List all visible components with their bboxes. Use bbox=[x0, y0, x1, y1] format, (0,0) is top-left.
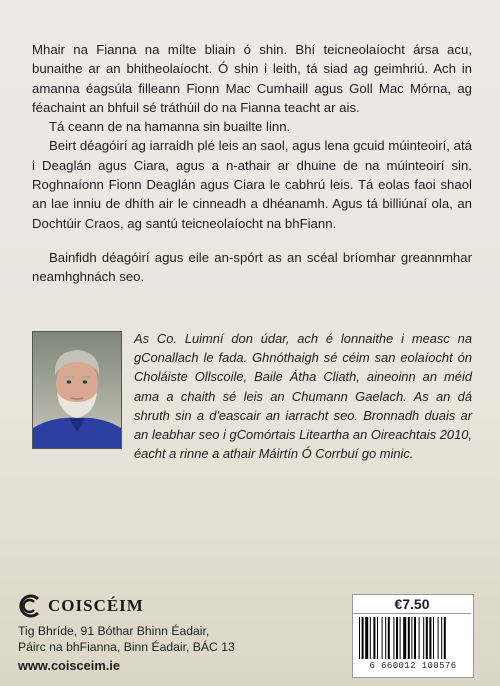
barcode bbox=[359, 617, 467, 659]
barcode-bar bbox=[377, 617, 378, 659]
barcode-bar bbox=[373, 617, 375, 659]
barcode-bar bbox=[423, 617, 424, 659]
publisher-address bbox=[18, 624, 298, 655]
barcode-bar bbox=[382, 617, 383, 659]
barcode-bar bbox=[426, 617, 428, 659]
barcode-bar bbox=[438, 617, 439, 659]
barcode-bar bbox=[441, 617, 442, 659]
barcode-bar bbox=[403, 617, 406, 659]
publisher-name: COISCÉIM bbox=[48, 596, 144, 615]
barcode-bar bbox=[359, 617, 360, 659]
barcode-bar bbox=[408, 617, 410, 659]
barcode-panel bbox=[352, 594, 474, 678]
author-bio: As Co. Luimní don údar, ach é lonnaithe i measc na gConallach le fada. Ghnóthaigh sé céim san eolaíocht ón Choláiste Ollscoile, Baile Átha Cliath, aineoinn an méid ama a chaith sé leis an Chumann Gaelach. As an dá shruth sin a d'eascair an iarracht seo. Bronnadh duais ar an leabhar seo i gComórtais Liteartha an Oireachtais 2010, éacht a rinne a athair Máirtín Ó Corrbuí go minic. bbox=[134, 331, 472, 462]
barcode-bar bbox=[400, 617, 401, 659]
barcode-bar bbox=[411, 617, 412, 659]
barcode-bar bbox=[429, 617, 431, 659]
coisceim-logo-icon bbox=[18, 593, 44, 619]
blurb bbox=[32, 40, 472, 287]
barcode-bar bbox=[385, 617, 386, 659]
barcode-bar bbox=[419, 617, 420, 659]
price-label: €7.50 bbox=[353, 595, 471, 614]
barcode-bar bbox=[365, 617, 368, 659]
barcode-bar bbox=[433, 617, 434, 659]
author-portrait bbox=[33, 332, 121, 448]
barcode-bar bbox=[414, 617, 416, 659]
blurb-paragraph-2: Tá ceann de na hamanna sin buailte linn. bbox=[49, 119, 291, 135]
barcode-bar bbox=[396, 617, 398, 659]
publisher-logo bbox=[18, 592, 298, 620]
barcode-bar bbox=[362, 617, 364, 659]
publisher-info bbox=[18, 592, 298, 673]
blurb-paragraph-4: Bainfidh déagóirí agus eile an-spórt as an scéal bríomhar greannmhar neamhghnách seo. bbox=[32, 249, 472, 285]
address-line-2: Páirc na bhFianna, Binn Éadair, BÁC 13 bbox=[18, 639, 235, 654]
barcode-number: 6 660012 100576 bbox=[369, 661, 457, 671]
barcode-bar bbox=[370, 617, 371, 659]
blurb-paragraph-1: Mhair na Fianna na mílte bliain ó shin. Bhí teicneolaíocht ársa acu, bunaithe ar an bhitheolaíocht. Ó shin i leith, tá siad ag geimhriú. Ach in amanna éagsúla filleann Fionn Mac Cumhaill agus Goll Mac Mórna, ag féachaint an bhfuil sé tráthúil do na Fianna teacht ar ais. bbox=[32, 42, 472, 115]
address-line-1: Tig Bhríde, 91 Bóthar Bhinn Éadair, bbox=[18, 624, 210, 638]
barcode-bar bbox=[444, 617, 446, 659]
publisher-website[interactable]: www.coisceim.ie bbox=[18, 658, 120, 673]
barcode-bar bbox=[393, 617, 394, 659]
barcode-bar bbox=[388, 617, 390, 659]
author-photo bbox=[32, 331, 122, 449]
blurb-paragraph-3: Beirt déagóirí ag iarraidh plé leis an saol, agus lena gcuid múinteoirí, atá i Deaglán agus Ciara, agus a n-athair ar dhuine de na múinteoirí sin. Roghnaíonn Fionn Deaglán agus Ciara le cabhrú leis. Tá eolas faoi shaol an lae inniu de dhíth air le cinneadh a dhéanamh. Agus tá billiúnaí ola, an Dochtúir Craos, ag santú teicneolaíocht na bhFiann. bbox=[32, 138, 472, 231]
